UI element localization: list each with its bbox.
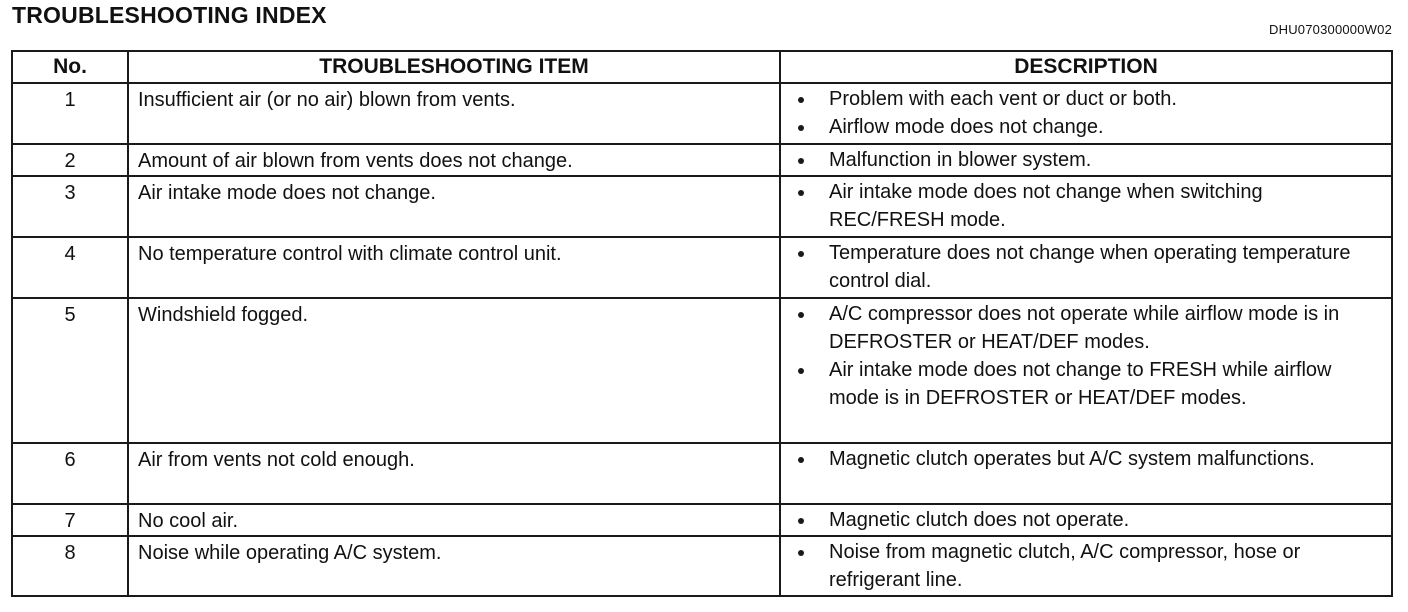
bullet-icon: [798, 125, 804, 131]
description-text: Air intake mode does not change when switching REC/FRESH mode.: [829, 181, 1263, 231]
bullet-icon: [798, 518, 804, 524]
description-text: Problem with each vent or duct or both.: [829, 88, 1177, 110]
column-header-no: No.: [12, 51, 128, 83]
bullet-icon: [798, 251, 804, 257]
troubleshooting-item: Air intake mode does not change.: [128, 176, 780, 237]
table-row: [12, 237, 1392, 298]
table-row: [12, 144, 1392, 176]
table-row: [12, 536, 1392, 596]
description-cell: [780, 298, 1392, 443]
description-bullet: [793, 178, 1383, 234]
description-text: Air intake mode does not change to FRESH while airflow mode is in DEFROSTER or HEAT/DEF modes.: [829, 359, 1332, 409]
table-row: [12, 443, 1392, 504]
table-row: [12, 83, 1392, 144]
row-number: 8: [12, 536, 128, 596]
row-number: 7: [12, 504, 128, 536]
description-bullet: [793, 538, 1383, 594]
column-header-description: DESCRIPTION: [780, 51, 1392, 83]
description-text: Temperature does not change when operating temperature control dial.: [829, 242, 1351, 292]
bullet-icon: [798, 550, 804, 556]
page-title: TROUBLESHOOTING INDEX: [12, 2, 327, 28]
bullet-icon: [798, 190, 804, 196]
troubleshooting-table: [11, 50, 1393, 597]
description-text: Airflow mode does not change.: [829, 116, 1104, 138]
bullet-icon: [798, 158, 804, 164]
description-text: Magnetic clutch operates but A/C system malfunctions.: [829, 448, 1315, 470]
column-header-item: TROUBLESHOOTING ITEM: [128, 51, 780, 83]
troubleshooting-item: Insufficient air (or no air) blown from vents.: [128, 83, 780, 144]
description-cell: [780, 176, 1392, 237]
troubleshooting-item: Noise while operating A/C system.: [128, 536, 780, 596]
bullet-icon: [798, 97, 804, 103]
bullet-icon: [798, 457, 804, 463]
description-text: Noise from magnetic clutch, A/C compressor, hose or refrigerant line.: [829, 541, 1301, 591]
description-bullet: [793, 356, 1383, 412]
troubleshooting-item: No temperature control with climate control unit.: [128, 237, 780, 298]
description-text: Malfunction in blower system.: [829, 149, 1092, 171]
document-code: DHU070300000W02: [1269, 22, 1392, 37]
description-bullet: [793, 113, 1383, 141]
row-number: 2: [12, 144, 128, 176]
row-number: 3: [12, 176, 128, 237]
description-bullet: [793, 300, 1383, 356]
description-cell: [780, 144, 1392, 176]
bullet-icon: [798, 368, 804, 374]
table-row: [12, 298, 1392, 443]
description-bullet: [793, 445, 1383, 473]
description-bullet: [793, 146, 1383, 174]
row-number: 5: [12, 298, 128, 443]
row-number: 6: [12, 443, 128, 504]
description-cell: [780, 83, 1392, 144]
table-row: [12, 176, 1392, 237]
table-header-row: [12, 51, 1392, 83]
description-text: A/C compressor does not operate while airflow mode is in DEFROSTER or HEAT/DEF modes.: [829, 303, 1340, 353]
description-text: Magnetic clutch does not operate.: [829, 509, 1130, 531]
description-bullet: [793, 85, 1383, 113]
table-row: [12, 504, 1392, 536]
description-cell: [780, 237, 1392, 298]
description-cell: [780, 536, 1392, 596]
description-bullet: [793, 239, 1383, 295]
troubleshooting-item: Windshield fogged.: [128, 298, 780, 443]
troubleshooting-item: Air from vents not cold enough.: [128, 443, 780, 504]
description-bullet: [793, 506, 1383, 534]
troubleshooting-item: No cool air.: [128, 504, 780, 536]
troubleshooting-item: Amount of air blown from vents does not change.: [128, 144, 780, 176]
description-cell: [780, 504, 1392, 536]
bullet-icon: [798, 312, 804, 318]
row-number: 4: [12, 237, 128, 298]
row-number: 1: [12, 83, 128, 144]
description-cell: [780, 443, 1392, 504]
